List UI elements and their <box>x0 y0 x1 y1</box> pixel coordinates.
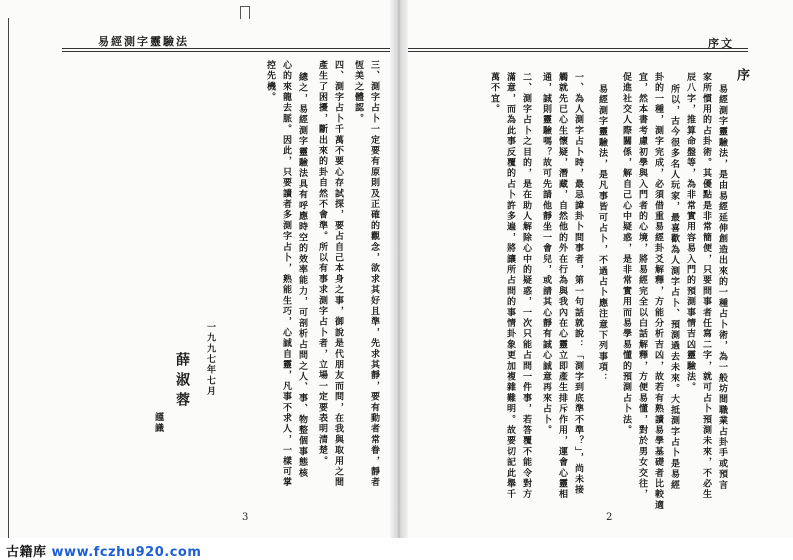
preface-line-5: 卦的一種，測字完成，必須借重易經卦爻解釋，方能分析吉凶，故若有熟讀易學基礎者比較適 <box>653 72 663 511</box>
scan-left-edge <box>8 18 9 538</box>
book-gutter <box>390 0 408 538</box>
preface-line-3: 辰八字，推算命盤等，為非常實用容易入門的預測事情吉凶靈驗法。 <box>685 72 695 393</box>
preface-line-13: 滿意，而為此事反覆的占卜許多遍，將讓所占問的事情卦象更加複雜難明。故要切記此舉千 <box>505 72 515 500</box>
preface-line-10: 觸就先已心生懷疑，潛藏，自然他的外在行為與我內在心靈立即產生排斥作用，運會心靈相 <box>557 72 567 500</box>
site-watermark <box>6 541 201 560</box>
preface-line-14: 萬不宜。 <box>489 72 499 115</box>
preface-line-16: 恆美之體認。 <box>353 60 363 125</box>
preface-line-12: 二、測字占卜之目的，是在助人解除心中的疑惑，一次只能占問一件事，若答覆不能令對方 <box>521 72 531 500</box>
watermark-site-name: 古籍库 <box>6 545 47 560</box>
left-running-title: 易經測字靈驗法 <box>98 35 189 48</box>
page-number-left: 3 <box>242 512 249 523</box>
preface-line-2: 家所慣用的占卦術。其優點是非常簡便，只要問事者任寫二字，就可占卜預測未來，不必生 <box>701 72 711 500</box>
preface-line-15: 三、測字占卜一定要有原則及正確的觀念，欲求其好且準，先求其靜，要有動者常眷，靜者 <box>369 60 379 488</box>
preface-line-6: 宜，然本書考慮初學與入門者的心境，將易經完全以白話解釋，方便易懂，對於男女交往， <box>637 72 647 500</box>
top-bracket-mark <box>240 6 250 19</box>
page-number-right: 2 <box>606 512 613 523</box>
preface-line-1: 易經測字靈驗法，是由易經延伸創造出來的一種占卜術，為一般坊間職業占卦手或預言 <box>717 84 727 491</box>
header-rule-right <box>408 48 748 49</box>
preface-line-20: 心的來龍去脈。因此，只要讀者多測字占卜，熟能生巧，心誠自靈，凡事不求人，一樣可掌 <box>281 60 291 488</box>
preface-line-8: 易經測字靈驗法，是凡事皆可占卜，不過占卜應注意下列事項： <box>597 84 607 384</box>
preface-signoff: 謹識 <box>153 412 163 434</box>
preface-line-4: 所以，古今很多名人玩家，最喜歡為人測字占卜、預測過去未來。大抵測字占卜是易經 <box>669 84 679 491</box>
preface-line-11: 通，誠則靈驗嗎？故可先請他靜坐一會兒，或請其心靜有誠心誠意再來占卜。 <box>541 72 551 436</box>
preface-date: 一九九七年七月 <box>205 322 215 397</box>
watermark-url: www.fczhu920.com <box>51 545 202 560</box>
preface-line-19: 總之，易經測字靈驗法具有呼應時空的效率能力，可剖析占問之人、事、物整個事態核 <box>297 72 307 479</box>
preface-author: 薛淑蓉 <box>174 352 190 412</box>
header-rule-right-double <box>408 51 748 52</box>
preface-title: 序 <box>734 68 749 81</box>
preface-line-18: 產生了困擾，斷出來的卦自然不會準。所以有事求測字占卜者，立場一定要表明清楚。 <box>317 60 327 467</box>
preface-line-17: 四、測字占卜千萬不要心存試探，要占自己本身之事，御說是代朋友而問，在我與取用之間 <box>333 60 343 488</box>
right-running-title: 序文 <box>708 37 734 50</box>
preface-line-21: 控先機。 <box>265 60 275 103</box>
preface-line-9: 一、為人測字占卜時，最忌諱卦卜問事者，第一句話就說：「測字到底準不準？」，尚未接 <box>573 72 583 496</box>
header-rule-left-double <box>62 51 390 52</box>
preface-line-7: 促進社交人際關係，解自己心中疑惑，是非常實用而易學易懂的預測占卜法。 <box>621 72 631 436</box>
